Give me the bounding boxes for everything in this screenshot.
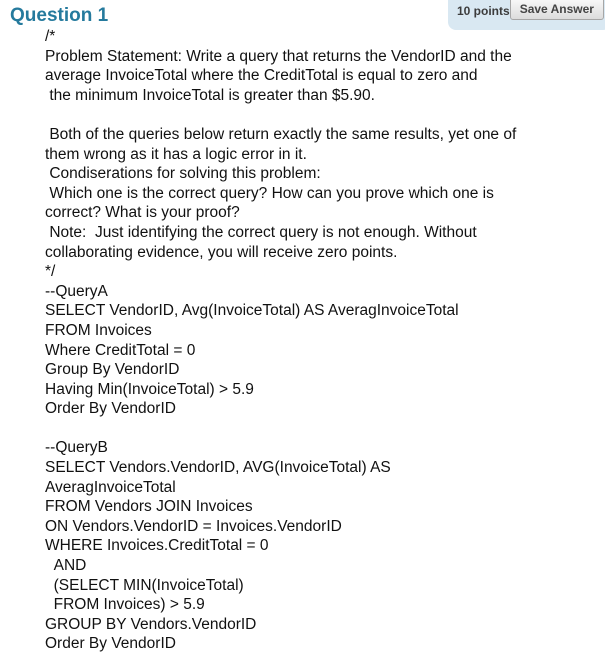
text-line: correct? What is your proof?: [45, 204, 240, 222]
save-answer-button[interactable]: Save Answer: [510, 0, 604, 20]
text-line: --QueryA: [45, 282, 108, 300]
text-line: Group By VendorID: [45, 361, 180, 379]
text-line: --QueryB: [45, 439, 108, 457]
text-line: (SELECT MIN(InvoiceTotal): [45, 576, 244, 594]
question-body: [45, 27, 601, 654]
text-line: Condiserations for solving this problem:: [45, 165, 321, 183]
text-line: [45, 105, 601, 125]
text-line: Where CreditTotal = 0: [45, 341, 196, 359]
text-line: [45, 419, 601, 439]
text-line: FROM Vendors JOIN Invoices: [45, 498, 253, 516]
text-line: ON Vendors.VendorID = Invoices.VendorID: [45, 517, 342, 535]
text-line: Both of the queries below return exactly the same results, yet one of: [45, 125, 517, 143]
text-line: collaborating evidence, you will receive zero points.: [45, 243, 398, 261]
text-line: SELECT VendorID, Avg(InvoiceTotal) AS AveragInvoiceTotal: [45, 302, 459, 320]
text-line: GROUP BY Vendors.VendorID: [45, 615, 257, 633]
text-line: WHERE Invoices.CreditTotal = 0: [45, 537, 269, 555]
text-line: Note: Just identifying the correct query is not enough. Without: [45, 223, 477, 241]
text-line: /*: [45, 28, 56, 45]
text-line: AveragInvoiceTotal: [45, 478, 176, 496]
text-line: them wrong as it has a logic error in it.: [45, 145, 307, 163]
text-line: FROM Invoices: [45, 321, 152, 339]
points-box: [448, 0, 605, 30]
text-line: FROM Invoices) > 5.9: [45, 596, 205, 614]
text-line: SELECT Vendors.VendorID, AVG(InvoiceTotal) AS: [45, 459, 391, 477]
text-line: Problem Statement: Write a query that returns the VendorID and the: [45, 47, 512, 65]
text-line: */: [45, 263, 56, 281]
text-line: AND: [45, 557, 87, 575]
text-line: Order By VendorID: [45, 400, 176, 418]
text-line: the minimum InvoiceTotal is greater than $5.90.: [45, 86, 375, 104]
points-label: 10 points: [457, 4, 510, 18]
text-line: average InvoiceTotal where the CreditTotal is equal to zero and: [45, 67, 478, 85]
text-line: Order By VendorID: [45, 635, 176, 653]
text-line: Having Min(InvoiceTotal) > 5.9: [45, 380, 254, 398]
question-title: Question 1: [10, 5, 109, 26]
text-line: Which one is the correct query? How can you prove which one is: [45, 184, 494, 202]
